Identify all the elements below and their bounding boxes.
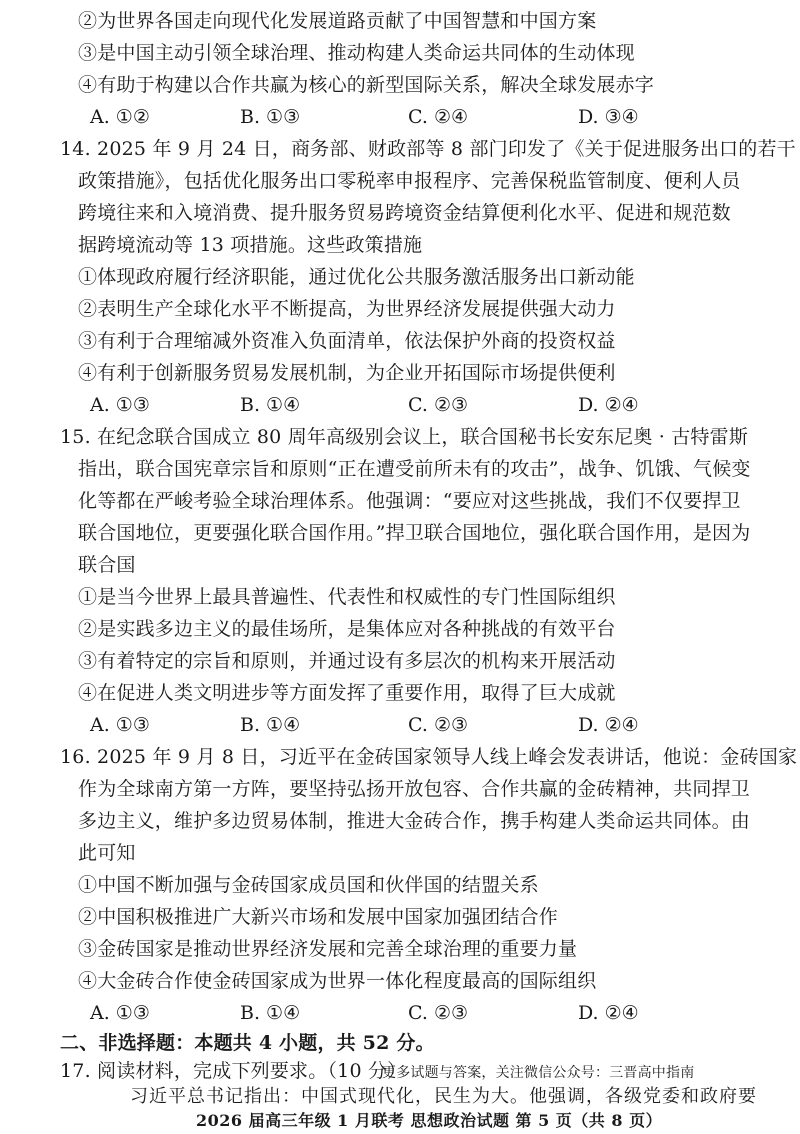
q15-choices (90, 712, 730, 738)
q16-stem-line-4: 此可知 (78, 842, 136, 864)
q16-stem-line-3: 多边主义，维护多边贸易体制，推进大金砖合作，携手构建人类命运共同体。由 (78, 810, 751, 832)
q13-option-4: ④有助于构建以合作共赢为核心的新型国际关系，解决全球发展赤字 (78, 74, 655, 96)
q14-stem-line-4: 据跨境流动等 13 项措施。这些政策措施 (78, 234, 423, 256)
q13-option-3: ③是中国主动引领全球治理、推动构建人类命运共同体的生动体现 (78, 42, 635, 64)
q13-choice-d: D. ③④ (578, 106, 639, 128)
q15-option-3: ③有着特定的宗旨和原则，并通过设有多层次的机构来开展活动 (78, 650, 616, 672)
q15-option-4: ④在促进人类文明进步等方面发挥了重要作用，取得了巨大成就 (78, 682, 616, 704)
q14-choice-a: A. ①③ (90, 394, 150, 416)
q14-stem-line-2: 政策措施》，包括优化服务出口零税率申报程序、完善保税监管制度、便利人员 (78, 170, 741, 192)
q14-option-3: ③有利于合理缩减外资准入负面清单，依法保护外商的投资权益 (78, 330, 616, 352)
q15-stem-line-5: 联合国 (78, 554, 136, 576)
q15-option-2: ②是实践多边主义的最佳场所，是集体应对各种挑战的有效平台 (78, 618, 616, 640)
q17-material-line-1: 习近平总书记指出：中国式现代化，民生为大。他强调，各级党委和政府要 (130, 1086, 757, 1107)
q16-choice-d: D. ②④ (578, 1002, 639, 1024)
q15-stem-line-1: 15. 在纪念联合国成立 80 周年高级别会议上，联合国秘书长安东尼奥 · 古特雷斯 (60, 426, 749, 448)
q14-option-4: ④有利于创新服务贸易发展机制，为企业开拓国际市场提供便利 (78, 362, 616, 384)
promo-note: 更多试题与答案，关注微信公众号：三晋高中指南 (382, 1065, 695, 1081)
q16-choice-a: A. ①③ (90, 1002, 150, 1024)
q13-choice-b: B. ①③ (240, 106, 301, 128)
q14-choice-b: B. ①④ (240, 394, 301, 416)
section-2-heading: 二、非选择题：本题共 4 小题，共 52 分。 (60, 1032, 435, 1054)
q15-choice-c: C. ②③ (408, 714, 469, 736)
q16-choice-c: C. ②③ (408, 1002, 469, 1024)
q16-option-2: ②中国积极推进广大新兴市场和发展中国家加强团结合作 (78, 906, 559, 928)
q15-choice-d: D. ②④ (578, 714, 639, 736)
q16-choice-b: B. ①④ (240, 1002, 301, 1024)
q17-prompt: 17. 阅读材料，完成下列要求。（10 分） (60, 1060, 407, 1082)
q16-option-1: ①中国不断加强与金砖国家成员国和伙伴国的结盟关系 (78, 874, 539, 896)
q13-choices (90, 104, 730, 130)
q16-option-4: ④大金砖合作使金砖国家成为世界一体化程度最高的国际组织 (78, 970, 597, 992)
q14-stem-line-3: 跨境往来和入境消费、提升服务贸易跨境资金结算便利化水平、促进和规范数 (78, 202, 731, 224)
q15-choice-a: A. ①③ (90, 714, 150, 736)
q15-choice-b: B. ①④ (240, 714, 301, 736)
q14-option-2: ②表明生产全球化水平不断提高，为世界经济发展提供强大动力 (78, 298, 616, 320)
q14-stem-line-1: 14. 2025 年 9 月 24 日，商务部、财政部等 8 部门印发了《关于促进服务出口的若干 (60, 138, 796, 160)
q13-choice-a: A. ①② (90, 106, 150, 128)
q16-option-3: ③金砖国家是推动世界经济发展和完善全球治理的重要力量 (78, 938, 578, 960)
q13-choice-c: C. ②④ (408, 106, 469, 128)
q14-option-1: ①体现政府履行经济职能，通过优化公共服务激活服务出口新动能 (78, 266, 635, 288)
q16-choices (90, 1000, 730, 1026)
q14-choice-c: C. ②③ (408, 394, 469, 416)
q16-stem-line-1: 16. 2025 年 9 月 8 日，习近平在金砖国家领导人线上峰会发表讲话，他说：金砖国家 (60, 746, 798, 768)
q15-stem-line-4: 联合国地位，更要强化联合国作用。”捍卫联合国地位，强化联合国作用，是因为 (78, 522, 751, 544)
q14-choices (90, 392, 730, 418)
q15-option-1: ①是当今世界上最具普遍性、代表性和权威性的专门性国际组织 (78, 586, 616, 608)
q15-stem-line-3: 化等都在严峻考验全球治理体系。他强调：“要应对这些挑战，我们不仅要捍卫 (78, 490, 741, 512)
q13-option-2: ②为世界各国走向现代化发展道路贡献了中国智慧和中国方案 (78, 10, 597, 32)
q15-stem-line-2: 指出，联合国宪章宗旨和原则“正在遭受前所未有的攻击”，战争、饥饿、气候变 (78, 458, 751, 480)
page-footer: 2026 届高三年级 1 月联考 思想政治试题 第 5 页（共 8 页） (196, 1111, 663, 1130)
q14-choice-d: D. ②④ (578, 394, 639, 416)
q16-stem-line-2: 作为全球南方第一方阵，要坚持弘扬开放包容、合作共赢的金砖精神，共同捍卫 (78, 778, 751, 800)
